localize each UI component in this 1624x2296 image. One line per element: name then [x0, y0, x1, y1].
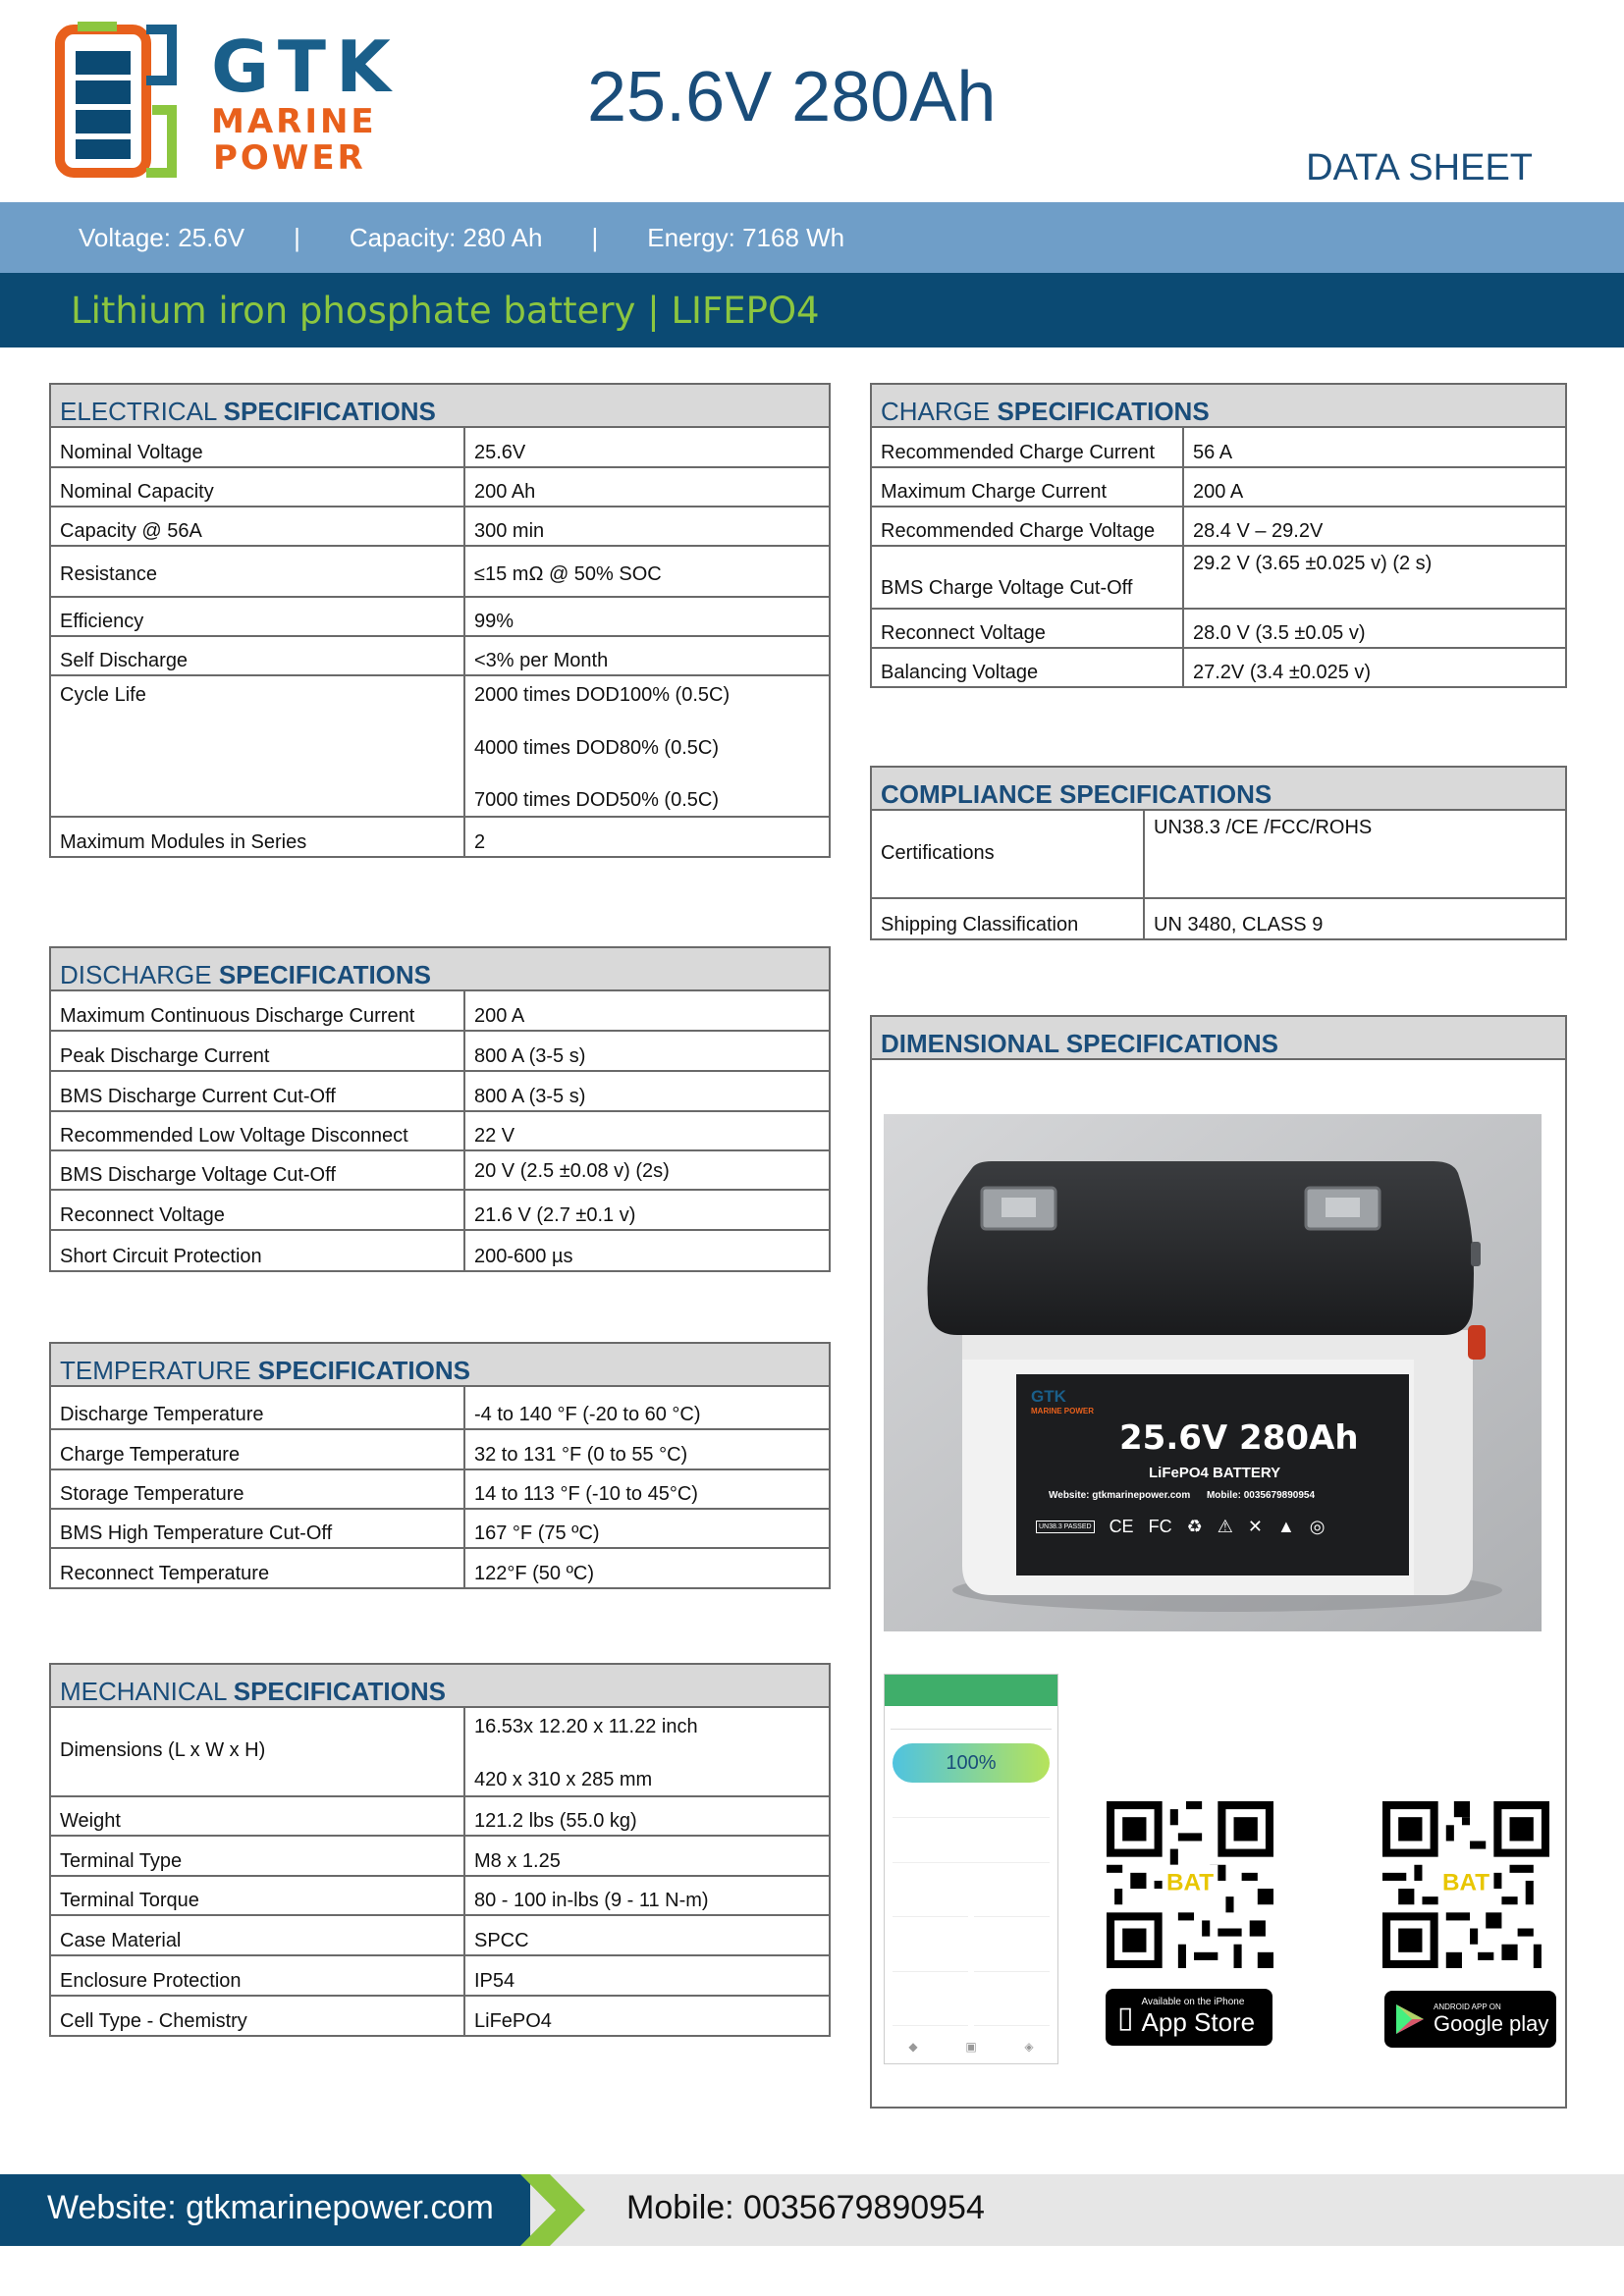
table-row [51, 1916, 829, 1956]
compliance-spec-table [870, 766, 1567, 940]
recycle-icon: ♻ [1186, 1517, 1203, 1536]
nav-balance-icon: ◈ [1024, 2040, 1034, 2054]
spec-value: -4 to 140 °F (-20 to 60 °C) [474, 1404, 701, 1425]
dimensional-spec-header [870, 1015, 1567, 1060]
spec-value: 27.2V (3.4 ±0.025 v) [1193, 662, 1372, 683]
table-row [51, 991, 829, 1032]
mechanical-spec-table [49, 1663, 831, 2037]
table-row [51, 1997, 829, 2035]
table-row [51, 818, 829, 856]
product-headline: 25.6V 280Ah [587, 58, 997, 136]
temperature-spec-table [49, 1342, 831, 1589]
table-row [51, 1510, 829, 1549]
spec-value: M8 x 1.25 [474, 1850, 561, 1872]
discharge-spec-table [49, 946, 831, 1272]
section-title-prefix: ELECTRICAL [60, 397, 224, 426]
spec-value: IP54 [474, 1970, 515, 1992]
app-stat [893, 1978, 968, 2026]
section-title-prefix: MECHANICAL [60, 1677, 234, 1706]
table-row [51, 1112, 829, 1151]
app-switch-row [893, 1824, 1050, 1863]
spec-value: 300 min [474, 520, 545, 542]
label-logo-sub: MARINE POWER [1031, 1407, 1094, 1415]
app-soc-gauge: 100% [893, 1743, 1050, 1783]
spec-value: UN38.3 /CE /FCC/ROHS [1154, 817, 1373, 838]
fcc-icon: FC [1148, 1517, 1172, 1536]
table-row [51, 637, 829, 676]
spec-value: UN 3480, CLASS 9 [1154, 914, 1324, 935]
spec-key: Recommended Low Voltage Disconnect [51, 1112, 465, 1149]
footer-website-link[interactable]: Website: gtkmarinepower.com [47, 2189, 494, 2226]
spec-key: Resistance [51, 547, 465, 596]
un-cert-icon: UN38.3 PASSED [1036, 1521, 1095, 1533]
summary-separator: | [294, 222, 300, 252]
table-row [51, 1231, 829, 1270]
section-title: DIMENSIONAL SPECIFICATIONS [881, 1029, 1278, 1058]
spec-value: 2 [474, 831, 486, 853]
table-row [51, 1387, 829, 1430]
section-header [51, 1344, 829, 1387]
spec-value: LiFePO4 [474, 2010, 552, 2032]
spec-value: 21.6 V (2.7 ±0.1 v) [474, 1204, 636, 1226]
iphone-icon: ▯ [1117, 2001, 1134, 2034]
app-stat [974, 1978, 1050, 2026]
qr-center-label: BAT [1165, 1869, 1215, 1896]
section-title-suffix: SPECIFICATIONS [233, 1677, 446, 1706]
android-qr-code-icon[interactable] [1382, 1801, 1549, 1968]
spec-value: 20 V (2.5 ±0.08 v) (2s) [474, 1160, 670, 1182]
spec-value: 200 A [474, 1005, 525, 1027]
spec-key: Reconnect Voltage [51, 1191, 465, 1229]
spec-key: Short Circuit Protection [51, 1231, 465, 1270]
logo-title: GTK [211, 26, 401, 108]
table-row [51, 547, 829, 598]
table-row [51, 676, 829, 818]
spec-value: SPCC [474, 1930, 529, 1951]
table-row [51, 1032, 829, 1072]
spec-value: 22 V [474, 1125, 515, 1147]
app-store-small-text: Available on the iPhone [1141, 1997, 1245, 2007]
spec-value: 121.2 lbs (55.0 kg) [474, 1810, 637, 1832]
google-play-small-text: ANDROID APP ON [1434, 2002, 1501, 2011]
logo-power: POWER [213, 138, 366, 178]
spec-value: 800 A (3-5 s) [474, 1045, 586, 1067]
spec-value: 122°F (50 ºC) [474, 1563, 595, 1584]
table-row [872, 428, 1565, 468]
document-type: DATA SHEET [1306, 147, 1533, 188]
battery-image [884, 1114, 1542, 1631]
rohs-icon: ◎ [1309, 1517, 1326, 1536]
app-screenshot [884, 1674, 1058, 2064]
ce-icon: CE [1109, 1517, 1134, 1536]
table-row [51, 468, 829, 507]
spec-key: BMS High Temperature Cut-Off [51, 1510, 465, 1547]
table-row [51, 1470, 829, 1510]
app-store-badge[interactable] [1106, 1989, 1272, 2046]
certification-icons [1036, 1517, 1399, 1537]
spec-value: 800 A (3-5 s) [474, 1086, 586, 1107]
spec-key: Reconnect Voltage [872, 610, 1184, 647]
spec-value: ≤15 mΩ @ 50% SOC [474, 563, 662, 585]
table-row [872, 507, 1565, 547]
spec-value: 200 Ah [474, 481, 536, 503]
spec-key: BMS Discharge Voltage Cut-Off [51, 1151, 465, 1189]
table-row [51, 1072, 829, 1112]
logo-marine: MARINE [211, 102, 377, 141]
spec-key: Case Material [51, 1916, 465, 1954]
app-status-bar [885, 1675, 1057, 1706]
spec-value-line: 420 x 310 x 285 mm [474, 1769, 653, 1790]
spec-value-line: 2000 times DOD100% (0.5C) [474, 684, 731, 706]
label-contact: Website: gtkmarinepower.com Mobile: 0035679890954 [1049, 1490, 1316, 1501]
spec-key: Certifications [872, 811, 1145, 897]
table-row [51, 1837, 829, 1877]
footer-arrow-icon [520, 2174, 589, 2246]
spec-key: Maximum Charge Current [872, 468, 1184, 506]
spec-value: <3% per Month [474, 650, 609, 671]
electrical-spec-table [49, 383, 831, 858]
summary-energy: Energy: 7168 Wh [647, 222, 845, 252]
section-title-prefix: DISCHARGE [60, 960, 219, 989]
spec-key: Efficiency [51, 598, 465, 635]
section-header [872, 1017, 1565, 1060]
table-row [872, 610, 1565, 649]
table-row [872, 811, 1565, 899]
spec-key: Self Discharge [51, 637, 465, 674]
qr-center-label: BAT [1441, 1869, 1490, 1896]
section-title-suffix: SPECIFICATIONS [223, 397, 436, 426]
table-row [872, 547, 1565, 610]
spec-key: Capacity @ 56A [51, 507, 465, 545]
spec-key: Dimensions (L x W x H) [51, 1708, 465, 1795]
label-logo: GTK [1031, 1387, 1066, 1406]
table-row [51, 1549, 829, 1587]
spec-value: 28.4 V – 29.2V [1193, 520, 1324, 542]
spec-key: Reconnect Temperature [51, 1549, 465, 1587]
spec-key: Shipping Classification [872, 899, 1145, 938]
spec-key: Terminal Type [51, 1837, 465, 1875]
subtitle: Lithium iron phosphate battery | LIFEPO4 [71, 289, 820, 332]
section-title-prefix: TEMPERATURE [60, 1356, 258, 1385]
footer-mobile: Mobile: 0035679890954 [626, 2189, 985, 2226]
spec-key: Enclosure Protection [51, 1956, 465, 1995]
table-row [51, 1430, 829, 1470]
spec-key: BMS Discharge Current Cut-Off [51, 1072, 465, 1110]
spec-value-line: 4000 times DOD80% (0.5C) [474, 736, 719, 759]
spec-value: 200-600 µs [474, 1246, 573, 1267]
table-row [51, 1191, 829, 1231]
play-triangle-icon [1394, 2002, 1426, 2036]
nav-home-icon: ◆ [908, 2040, 918, 2054]
spec-value: 200 A [1193, 481, 1244, 503]
summary-separator: | [591, 222, 599, 252]
app-stats-grid [893, 1869, 1050, 2026]
table-row [51, 1708, 829, 1797]
warning-icon: ▲ [1276, 1517, 1295, 1536]
battery-photo [884, 1114, 1542, 1631]
spec-value-multi [465, 1708, 707, 1795]
spec-key: Balancing Voltage [872, 649, 1184, 686]
spec-value: 99% [474, 611, 514, 632]
spec-key: Nominal Voltage [51, 428, 465, 466]
spec-value: 32 to 131 °F (0 to 55 °C) [474, 1444, 688, 1466]
label-headline: 25.6V 280Ah [1119, 1418, 1359, 1458]
spec-key: Weight [51, 1797, 465, 1835]
table-row [51, 507, 829, 547]
subtitle-band [0, 273, 1624, 347]
footer-bar [0, 2174, 1624, 2246]
summary-band [0, 202, 1624, 273]
section-header [872, 385, 1565, 428]
label-subtitle: LiFePO4 BATTERY [1149, 1465, 1281, 1481]
table-row [51, 1797, 829, 1837]
table-row [872, 649, 1565, 686]
spec-key: Cell Type - Chemistry [51, 1997, 465, 2035]
app-connection-bar [891, 1712, 1052, 1730]
weee-icon: ✕ [1247, 1517, 1263, 1536]
app-store-big-text: App Store [1141, 2007, 1256, 2037]
spec-value: 25.6V [474, 442, 526, 463]
summary-voltage: Voltage: 25.6V [79, 222, 245, 252]
section-header [51, 1665, 829, 1708]
spec-key: Peak Discharge Current [51, 1032, 465, 1070]
section-title-suffix: SPECIFICATIONS [997, 397, 1210, 426]
spec-key: Terminal Torque [51, 1877, 465, 1914]
table-row [51, 1956, 829, 1997]
fragile-icon: ⚠ [1217, 1517, 1233, 1536]
spec-value: 29.2 V (3.65 ±0.025 v) (2 s) [1193, 553, 1433, 574]
app-stat [893, 1869, 968, 1917]
spec-value-line: 16.53x 12.20 x 11.22 inch [474, 1716, 698, 1737]
table-row [51, 428, 829, 468]
spec-value: 14 to 113 °F (-10 to 45°C) [474, 1483, 698, 1505]
spec-value-multi [465, 676, 738, 816]
table-row [51, 1151, 829, 1191]
app-nav-bar [885, 2040, 1057, 2054]
app-capacity-row [893, 1796, 1050, 1818]
spec-value: 80 - 100 in-lbs (9 - 11 N-m) [474, 1890, 709, 1911]
ios-qr-code-icon[interactable] [1107, 1801, 1273, 1968]
app-stat [974, 1869, 1050, 1917]
spec-key: BMS Charge Voltage Cut-Off [872, 547, 1184, 608]
app-stat [974, 1923, 1050, 1971]
spec-value: 56 A [1193, 442, 1233, 463]
spec-value-line: 7000 times DOD50% (0.5C) [474, 789, 719, 811]
battery-logo-icon [54, 22, 182, 179]
section-header [51, 948, 829, 991]
spec-key: Charge Temperature [51, 1430, 465, 1468]
table-row [51, 1877, 829, 1916]
google-play-big-text: Google play [1434, 2010, 1549, 2036]
nav-control-icon: ▣ [965, 2040, 977, 2054]
app-stat [893, 1923, 968, 1971]
spec-key: Storage Temperature [51, 1470, 465, 1508]
table-row [872, 899, 1565, 938]
spec-value: 167 °F (75 ºC) [474, 1522, 600, 1544]
spec-key: Maximum Modules in Series [51, 818, 465, 856]
section-title-suffix: SPECIFICATIONS [218, 960, 432, 989]
section-title: COMPLIANCE SPECIFICATIONS [881, 779, 1272, 809]
spec-key: Cycle Life [51, 676, 465, 816]
spec-key: Recommended Charge Current [872, 428, 1184, 466]
spec-value: 28.0 V (3.5 ±0.05 v) [1193, 622, 1366, 644]
spec-key: Discharge Temperature [51, 1387, 465, 1428]
spec-key: Nominal Capacity [51, 468, 465, 506]
section-title-prefix: CHARGE [881, 397, 998, 426]
section-header [51, 385, 829, 428]
section-header [872, 768, 1565, 811]
charge-spec-table [870, 383, 1567, 688]
section-title-suffix: SPECIFICATIONS [257, 1356, 470, 1385]
spec-key: Recommended Charge Voltage [872, 507, 1184, 545]
spec-key: Maximum Continuous Discharge Current [51, 991, 465, 1030]
table-row [51, 598, 829, 637]
table-row [872, 468, 1565, 507]
summary-capacity: Capacity: 280 Ah [349, 222, 543, 252]
company-logo [54, 22, 417, 179]
google-play-badge[interactable] [1384, 1991, 1556, 2048]
